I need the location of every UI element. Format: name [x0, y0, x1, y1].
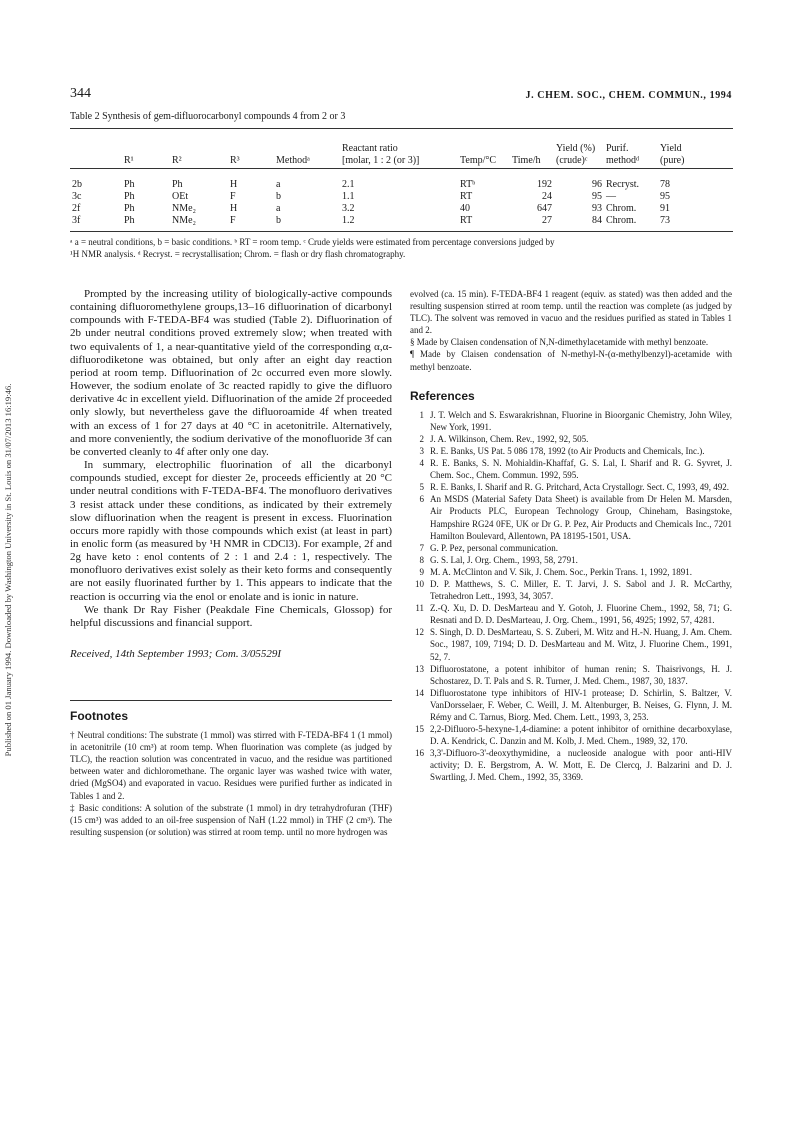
table-cell: 2.1	[342, 179, 355, 190]
reference-text: M. A. McClinton and V. Sik, J. Chem. Soc., Perkin Trans. 1, 1992, 1891.	[430, 566, 692, 577]
table-cell: Ph	[122, 215, 170, 232]
reference-item	[410, 554, 732, 566]
table-cell: 3c	[72, 191, 82, 202]
reference-text: D. P. Matthews, S. C. Miller, E. T. Jarvi, J. S. Sabol and J. R. McCarthy, Tetrahedron Lett., 1993, 34, 3057.	[430, 578, 732, 602]
reference-text: R. E. Banks, US Pat. 5 086 178, 1992 (to Air Products and Chemicals, Inc.).	[430, 445, 705, 456]
reference-item	[410, 602, 732, 626]
table-cell: 95	[660, 191, 670, 202]
table-cell: 73	[658, 215, 733, 232]
reference-number: 11	[415, 603, 424, 614]
reference-number: 9	[419, 566, 424, 577]
table-cell: Ph	[124, 191, 135, 202]
table-cell: 24	[542, 191, 552, 202]
reference-number: 8	[419, 554, 424, 565]
reference-number: 14	[415, 687, 424, 698]
table-cell: OEt	[172, 191, 189, 202]
right-column	[410, 288, 732, 784]
reference-text: Difluorostatone, a potent inhibitor of human renin; S. Thaisrivongs, H. J. Schostarez, D. T. Pals and S. R. Turner, J. Med. Chem., 1987, 30, 1837.	[430, 663, 732, 686]
table-cell: NMe₂	[172, 203, 197, 214]
table-cell: 91	[660, 203, 670, 214]
column-header: Temp/°C	[458, 155, 510, 169]
table-cell: Recryst.	[606, 179, 640, 190]
table-row	[70, 203, 733, 215]
table-header-row-1	[70, 129, 733, 155]
table-row	[70, 169, 733, 192]
table-cell: NMe₂	[170, 215, 228, 232]
reference-text: G. S. Lal, J. Org. Chem., 1993, 58, 2791.	[430, 554, 578, 565]
table-cell: 93	[592, 203, 602, 214]
table-cell: Chrom.	[604, 215, 658, 232]
reference-text: J. T. Welch and S. Eswarakrishnan, Fluorine in Bioorganic Chemistry, John Wiley, New York, 1991.	[430, 409, 732, 432]
table-cell: Ph	[172, 179, 183, 190]
column-header	[458, 129, 510, 155]
table-cell: b	[274, 215, 340, 232]
table-footnotes	[70, 236, 733, 260]
table-cell: 3f	[70, 215, 122, 232]
table-footnote-line: ¹H NMR analysis. ᵈ Recryst. = recrystallisation; Chrom. = flash or dry flash chromatography.	[70, 249, 406, 259]
reference-text: 2,2-Difluoro-5-hexyne-1,4-diamine: a potent inhibitor of ornithine decarboxylase, D. A. Kendrick, C. Danzin and M. Kolb, J. Med. Chem., 1989, 32, 170.	[430, 724, 732, 747]
table-cell: RT	[458, 215, 510, 232]
table-cell: b	[276, 191, 281, 202]
table-cell: 1.1	[342, 191, 355, 202]
reference-text: R. E. Banks, S. N. Mohialdin-Khaffaf, G. S. Lal, I. Sharif and R. G. Syvret, J. Chem. Soc., Chem. Commun. 1992, 595.	[430, 458, 732, 481]
footnote-continued: evolved (ca. 15 min). F-TEDA-BF4 1 reagent (equiv. as stated) was then added and the resulting suspension stirred at room temp. until the reaction was complete (as judged by TLC). The solvent was removed in vacuo and the residues purified as stated in Tables 1 and 2.	[410, 289, 732, 336]
body-paragraph: In summary, electrophilic fluorination of all the dicarbonyl compounds studied, except for diester 2e, proceeds efficiently at 20 °C under neutral conditions with F-TEDA-BF4. The monofluoro derivatives 3 resist attack under these conditions, as indicated by their extremely slow difluorination when the reagent is present in excess. Fluorination occurs more rapidly with those compounds which exist (at least in part) in enolic form (as measured by ¹H NMR in CDCl3). For example, 2f and 2g have keto : enol contents of 2 : 1 and 2.4 : 1, respectively. The monofluoro derivatives exist solely as their keto forms and consequently are not easily fluorinated further by 1. This appears to indicate that the reaction is occurring via the enol or enolate and is ionic in nature.	[70, 459, 392, 603]
reference-item	[410, 481, 732, 493]
reference-number: 2	[419, 433, 424, 444]
reference-number: 5	[419, 482, 424, 493]
reference-text: An MSDS (Material Safety Data Sheet) is available from Dr Helen M. Marsden, Air Products PLC, European Technology Group, Chineham, Basingstoke, Hampshire RG24 0FE, UK or Dr G. P. Pez, Air Products and Chemicals Inc., 7201 Hamilton Boulevard, Allentown, PA 18195-1501, USA.	[430, 494, 732, 541]
reference-item	[410, 663, 732, 687]
table-cell: 95	[592, 191, 602, 202]
reference-text: Z.-Q. Xu, D. D. DesMarteau and Y. Gotoh, J. Fluorine Chem., 1992, 58, 71; G. Resnati and D. D. DesMarteau, J. Org. Chem., 1991, 56, 4925; 1992, 57, 4281.	[430, 603, 732, 626]
reference-number: 1	[419, 409, 424, 420]
column-header: methodᵈ	[604, 155, 658, 169]
column-header	[274, 129, 340, 155]
table-cell: a	[276, 179, 281, 190]
table-cell: H	[230, 179, 238, 190]
reference-number: 4	[419, 458, 424, 469]
body-paragraph: Prompted by the increasing utility of biologically-active compounds containing difluoromethylene groups,13–16 difluorination of dicarbonyl compounds with F-TEDA-BF4 was studied (Table 2). Difluorination of 2b under neutral conditions proved extremely slow; when treated with two equivalents of 1, a near-quantitative yield of the corresponding α,α-difluorodiketone was obtained, but only after an eight day reaction period at room temp. Difluorination of 2c occurred even more slowly. However, the sodium enolate of 3c reacted rapidly to give the difluoro derivative 4c in excellent yield. Difluorination of the amide 2f proceeded only slowly, but nevertheless gave the difluoroamide 4f when treated with an excess of 1 for 27 days at 40 °C in acetonitrile. Alternatively, and more conveniently, the sodium derivative of the monofluoride 3f can be converted cleanly to 4f after only one day.	[70, 288, 392, 458]
table-cell: 78	[660, 179, 670, 190]
running-title: J. CHEM. SOC., CHEM. COMMUN., 1994	[525, 90, 732, 101]
table-cell: 2b	[72, 179, 82, 190]
table-footnote-line: ᵃ a = neutral conditions, b = basic conditions. ᵇ RT = room temp. ᶜ Crude yields were estimated from percentage conversions judged by	[70, 237, 555, 247]
reference-number: 15	[415, 724, 424, 735]
column-header: [molar, 1 : 2 (or 3)]	[340, 155, 458, 169]
reference-item	[410, 409, 732, 433]
reference-text: 3,3'-Difluoro-3'-deoxythymidine, a nucleoside analogue with poor anti-HIV activity; D. E. Bergstrom, A. W. Mott, E. De Clercq, J. Balzarini and D. J. Swartling, J. Med. Chem., 1992, 35, 3369.	[430, 748, 732, 783]
table-row	[70, 215, 733, 232]
reference-text: G. P. Pez, personal communication.	[430, 542, 558, 553]
column-header: Time/h	[510, 155, 554, 169]
column-header: R³	[228, 155, 274, 169]
footnote: § Made by Claisen condensation of N,N-dimethylacetamide with methyl benzoate.	[410, 337, 709, 348]
column-header	[510, 129, 554, 155]
table-cell: Ph	[124, 179, 135, 190]
footnotes-heading: Footnotes	[70, 709, 128, 724]
reference-number: 13	[415, 663, 424, 674]
table-cell: H	[230, 203, 238, 214]
column-header: (crude)ᶜ	[554, 155, 604, 169]
table-cell: Chrom.	[606, 203, 637, 214]
reference-text: S. Singh, D. D. DesMarteau, S. S. Zuberi, M. Witz and H.-N. Huang, J. Am. Chem. Soc., 1987, 109, 7194; D. D. DesMarteau and M. Witz, J. Fluorine Chem., 1991, 52, 7.	[430, 627, 732, 662]
table-cell: F	[230, 191, 236, 202]
column-header	[122, 129, 170, 155]
table-cell: 84	[554, 215, 604, 232]
footnote: † Neutral conditions: The substrate (1 mmol) was stirred with F-TEDA-BF4 1 (1 mmol) in acetonitrile (10 cm³) at room temp. When fluorination was complete (as judged by TLC), the reaction solution was concentrated in vacuo, and the residue was partitioned between water and dichloromethane. The organic layer was washed twice with water, dried (MgSO4) and evaporated in vacuo. Residues were purified further as indicated in Tables 1 and 2.	[70, 730, 392, 801]
reference-text: Difluorostatone type inhibitors of HIV-1 protease; D. Schirlin, S. Baltzer, V. VanDorsselaer, F. Weber, C. Weill, J. M. Altenburger, B. Neises, G. Flynn, J. M. Rémy and C. Tarnus, Biorg. Med. Chem. Lett., 1993, 3, 253.	[430, 687, 732, 722]
acknowledgement: We thank Dr Ray Fisher (Peakdale Fine Chemicals, Glossop) for helpful discussions and financial support.	[70, 603, 392, 629]
page-number: 344	[70, 86, 91, 101]
column-header: Yield	[660, 143, 682, 154]
table-cell: 27	[510, 215, 554, 232]
publication-note: Published on 01 January 1994. Downloaded by Washington University in St. Louis on 31/07/2013 16:19:46.	[3, 383, 13, 757]
footnote: ‡ Basic conditions: A solution of the substrate (1 mmol) in dry tetrahydrofuran (THF) (15 cm³) was added to an oil-free suspension of NaH (1.22 mmol) in THF (2 cm³). The resulting suspension (or solution) was stirred at room temp. until no more hydrogen was	[70, 802, 392, 837]
column-header	[228, 129, 274, 155]
table-cell: 40	[460, 203, 470, 214]
table-cell: —	[606, 191, 616, 202]
table-2	[70, 111, 733, 260]
reference-item	[410, 493, 732, 541]
column-header	[70, 129, 122, 155]
reference-item	[410, 433, 732, 445]
column-header: R¹	[122, 155, 170, 169]
section-divider	[70, 700, 392, 701]
reference-number: 7	[419, 542, 424, 553]
table-caption: Table 2 Synthesis of gem-difluorocarbonyl compounds 4 from 2 or 3	[70, 111, 346, 122]
reference-number: 16	[415, 748, 424, 759]
table-row	[70, 191, 733, 203]
reference-item	[410, 578, 732, 602]
table-cell: Ph	[124, 203, 135, 214]
reference-list	[410, 409, 732, 784]
column-header: Purif.	[606, 143, 629, 154]
column-header: Yield (%)	[556, 143, 596, 154]
reference-item	[410, 687, 732, 723]
reference-number: 10	[415, 578, 424, 589]
reference-item	[410, 626, 732, 662]
reference-item	[410, 747, 732, 783]
references-heading: References	[410, 388, 475, 403]
table-cell: 647	[537, 203, 552, 214]
table-cell: RT	[460, 191, 473, 202]
table-cell: a	[276, 203, 281, 214]
reference-number: 3	[419, 445, 424, 456]
column-header: Methodᵃ	[274, 155, 340, 169]
reference-item	[410, 566, 732, 578]
table-header-row-2	[70, 155, 733, 169]
table-cell: 3.2	[342, 203, 355, 214]
column-header	[170, 129, 228, 155]
table-cell: 96	[592, 179, 602, 190]
table-cell: 192	[537, 179, 552, 190]
reference-number: 6	[419, 494, 424, 505]
table-cell: RTᵇ	[460, 179, 476, 190]
reference-number: 12	[415, 627, 424, 638]
table-cell: 2f	[72, 203, 81, 214]
reference-text: J. A. Wilkinson, Chem. Rev., 1992, 92, 505.	[430, 433, 589, 444]
reference-item	[410, 542, 732, 554]
reference-item	[410, 445, 732, 457]
results-table	[70, 129, 733, 232]
received-date: Received, 14th September 1993; Com. 3/05529I	[70, 648, 282, 661]
column-header: Reactant ratio	[342, 143, 398, 154]
column-header: (pure)	[658, 155, 733, 169]
table-cell: 1.2	[340, 215, 458, 232]
reference-text: R. E. Banks, I. Sharif and R. G. Pritchard, Acta Crystallogr. Sect. C, 1993, 49, 492.	[430, 482, 729, 493]
publication-sidebar	[0, 220, 16, 920]
table-cell: F	[228, 215, 274, 232]
column-header: R²	[170, 155, 228, 169]
footnote: ¶ Made by Claisen condensation of N-methyl-N-(α-methylbenzyl)-acetamide with methyl benzoate.	[410, 349, 732, 372]
reference-item	[410, 723, 732, 747]
reference-item	[410, 457, 732, 481]
column-header	[70, 155, 122, 169]
left-column	[70, 288, 392, 838]
